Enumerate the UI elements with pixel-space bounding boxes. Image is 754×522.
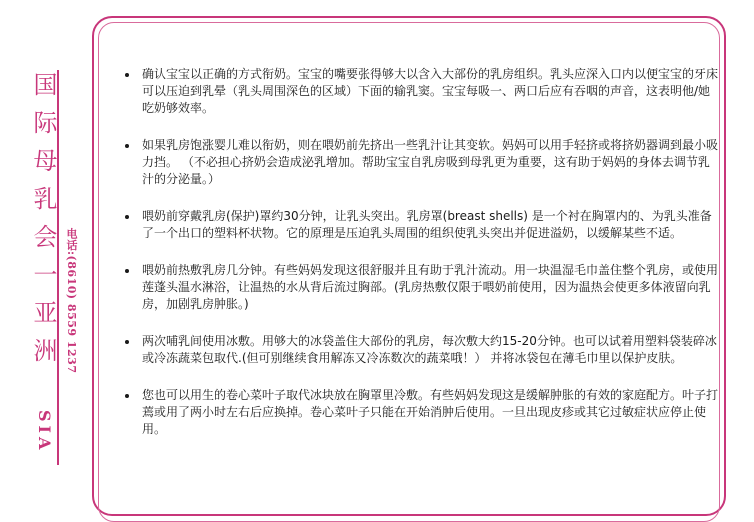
list-item — [120, 262, 720, 313]
sidebar-title: 国际母乳会一亚洲 — [29, 72, 57, 376]
list-item — [120, 333, 720, 367]
bullet-list — [120, 66, 720, 438]
bullet-icon — [125, 269, 129, 273]
list-item — [120, 208, 720, 242]
bullet-icon — [125, 215, 129, 219]
content-area — [120, 66, 720, 458]
list-item-text: 如果乳房饱涨婴儿难以衔奶，则在喂奶前先挤出一些乳汁让其变软。妈妈可以用手轻挤或将挤奶器调到最小吸力挡。 （不必担心挤奶会造成泌乳增加。帮助宝宝自乳房吸到母乳更为重要，这有助于妈妈的身体去调节乳汁的分泌量。） — [142, 138, 719, 186]
list-item-text: 您也可以用生的卷心菜叶子取代冰块放在胸罩里冷敷。有些妈妈发现这是缓解肿胀的有效的家庭配方。叶子打蔫或用了两小时左右后应换掉。卷心菜叶子只能在开始消肿后使用。一旦出现皮疹或其它过敏症状应停止使用。 — [142, 388, 719, 436]
list-item-text: 喂奶前热敷乳房几分钟。有些妈妈发现这很舒服并且有助于乳汁流动。用一块温湿毛巾盖住整个乳房，或使用莲蓬头温水淋浴，让温热的水从背后流过胸部。(乳房热敷仅限于喂奶前使用，因为温热会使更多体液留向乳房，加剧乳房肿胀。) — [142, 263, 719, 311]
list-item — [120, 137, 720, 188]
list-item-text: 喂奶前穿戴乳房(保护)罩约30分钟，让乳头突出。乳房罩(breast shells) 是一个衬在胸罩内的、为乳头准备了一个出口的塑料杯状物。它的原理是压迫乳头周围的组织使乳头突出并促进溢奶，以缓解某些不适。 — [142, 209, 712, 240]
sidebar-divider — [57, 70, 59, 465]
sidebar-asia-text: SIA — [35, 410, 54, 454]
sidebar-phone: 电话:(8610) 8559 1237 — [65, 228, 78, 374]
list-item — [120, 387, 720, 438]
bullet-icon — [125, 394, 129, 398]
bullet-icon — [125, 73, 129, 77]
list-item — [120, 66, 720, 117]
bullet-icon — [125, 340, 129, 344]
list-item-text: 两次哺乳间使用冰敷。用够大的冰袋盖住大部份的乳房，每次敷大约15-20分钟。也可以试着用塑料袋装碎冰或冷冻蔬菜包取代.(但可别继续食用解冻又冷冻数次的蔬菜哦！） 并将冰袋包在薄毛巾里以保护皮肤。 — [142, 334, 717, 365]
bullet-icon — [125, 144, 129, 148]
list-item-text: 确认宝宝以正确的方式衔奶。宝宝的嘴要张得够大以含入大部份的乳房组织。乳头应深入口内以便宝宝的牙床可以压迫到乳晕（乳头周围深色的区域）下面的输乳窦。宝宝每吸一、两口后应有吞咽的声音，这表明他/她吃奶够效率。 — [142, 67, 719, 115]
